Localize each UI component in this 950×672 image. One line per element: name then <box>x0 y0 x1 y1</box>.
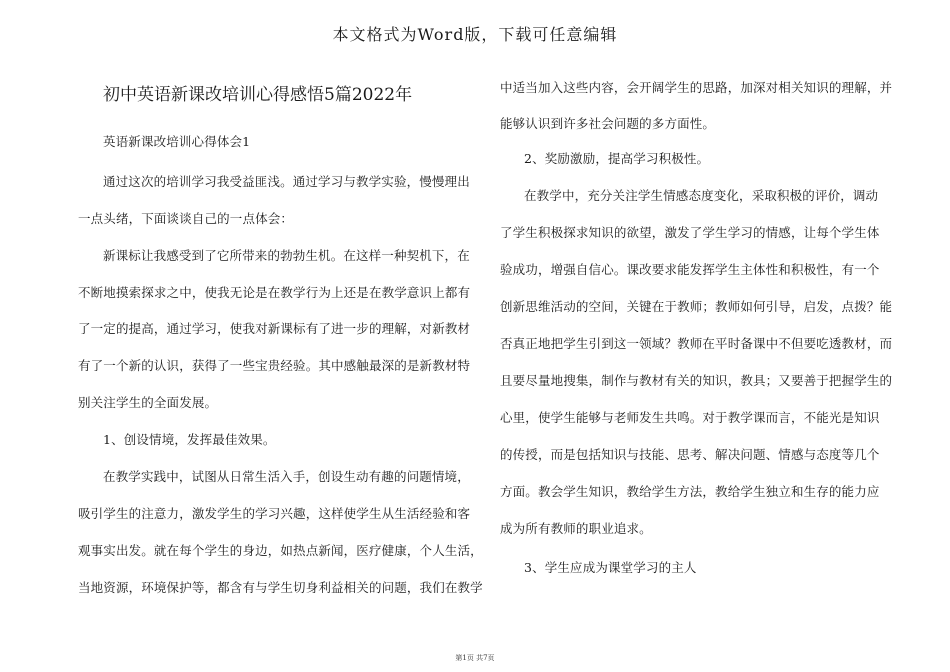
paragraph-line: 有了一个新的认识，获得了一些宝贵经验。其中感触最深的是新教材特 <box>78 358 471 373</box>
document-banner: 本文格式为Word版，下载可任意编辑 <box>332 25 618 44</box>
paragraph-line: 创新思维活动的空间，关键在于教师；教师如何引导，启发，点拨？能 <box>500 299 893 314</box>
paragraph-line: 且要尽量地搜集，制作与教材有关的知识，教具；又要善于把握学生的 <box>500 373 893 388</box>
section-heading: 1、创设情境，发挥最佳效果。 <box>103 432 276 447</box>
paragraph-line: 通过这次的培训学习我受益匪浅。通过学习与教学实验，慢慢理出 <box>103 174 470 189</box>
paragraph-line: 中适当加入这些内容，会开阔学生的思路，加深对相关知识的理解，并 <box>500 80 893 95</box>
paragraph-line: 不断地摸索探求之中，使我无论是在教学行为上还是在教学意识上都有 <box>78 285 471 300</box>
paragraph-line: 成为所有教师的职业追求。 <box>500 521 652 536</box>
page-number: 第1页 共7页 <box>455 654 495 662</box>
paragraph-line: 观事实出发。就在每个学生的身边，如热点新闻，医疗健康，个人生活， <box>78 543 483 558</box>
paragraph-line: 否真正地把学生引到这一领域？教师在平时备课中不但要吃透教材，而 <box>500 336 893 351</box>
paragraph-line: 吸引学生的注意力，激发学生的学习兴趣，这样使学生从生活经验和客 <box>78 506 471 521</box>
section-heading: 英语新课改培训心得体会1 <box>103 134 251 149</box>
paragraph-line: 新课标让我感受到了它所带来的勃勃生机。在这样一种契机下，在 <box>103 248 470 263</box>
paragraph-line: 能够认识到许多社会问题的多方面性。 <box>500 116 716 131</box>
paragraph-line: 别关注学生的全面发展。 <box>78 395 218 410</box>
paragraph-line: 验成功，增强自信心。课改要求能发挥学生主体性和积极性，有一个 <box>500 262 880 277</box>
document-title: 初中英语新课改培训心得感悟5篇2022年 <box>103 85 413 105</box>
paragraph-line: 在教学中，充分关注学生情感态度变化，采取积极的评价，调动 <box>524 188 879 203</box>
paragraph-line: 当地资源，环境保护等，都含有与学生切身利益相关的问题，我们在教学 <box>78 580 483 595</box>
paragraph-line: 了一定的提高，通过学习，使我对新课标有了进一步的理解，对新教材 <box>78 321 471 336</box>
paragraph-line: 在教学实践中，试图从日常生活入手，创设生动有趣的问题情境， <box>103 469 470 484</box>
paragraph-line: 心里，使学生能够与老师发生共鸣。对于教学课而言，不能光是知识 <box>500 410 880 425</box>
section-heading: 2、奖励激励，提高学习积极性。 <box>524 151 710 166</box>
paragraph-line: 了学生积极探求知识的欲望，激发了学生学习的情感，让每个学生体 <box>500 225 880 240</box>
paragraph-line: 的传授，而是包括知识与技能、思考、解决问题、情感与态度等几个 <box>500 447 880 462</box>
section-heading: 3、学生应成为课堂学习的主人 <box>524 560 697 575</box>
paragraph-line: 方面。教会学生知识，教给学生方法，教给学生独立和生存的能力应 <box>500 484 880 499</box>
paragraph-line: 一点头绪，下面谈谈自己的一点体会： <box>78 211 294 226</box>
